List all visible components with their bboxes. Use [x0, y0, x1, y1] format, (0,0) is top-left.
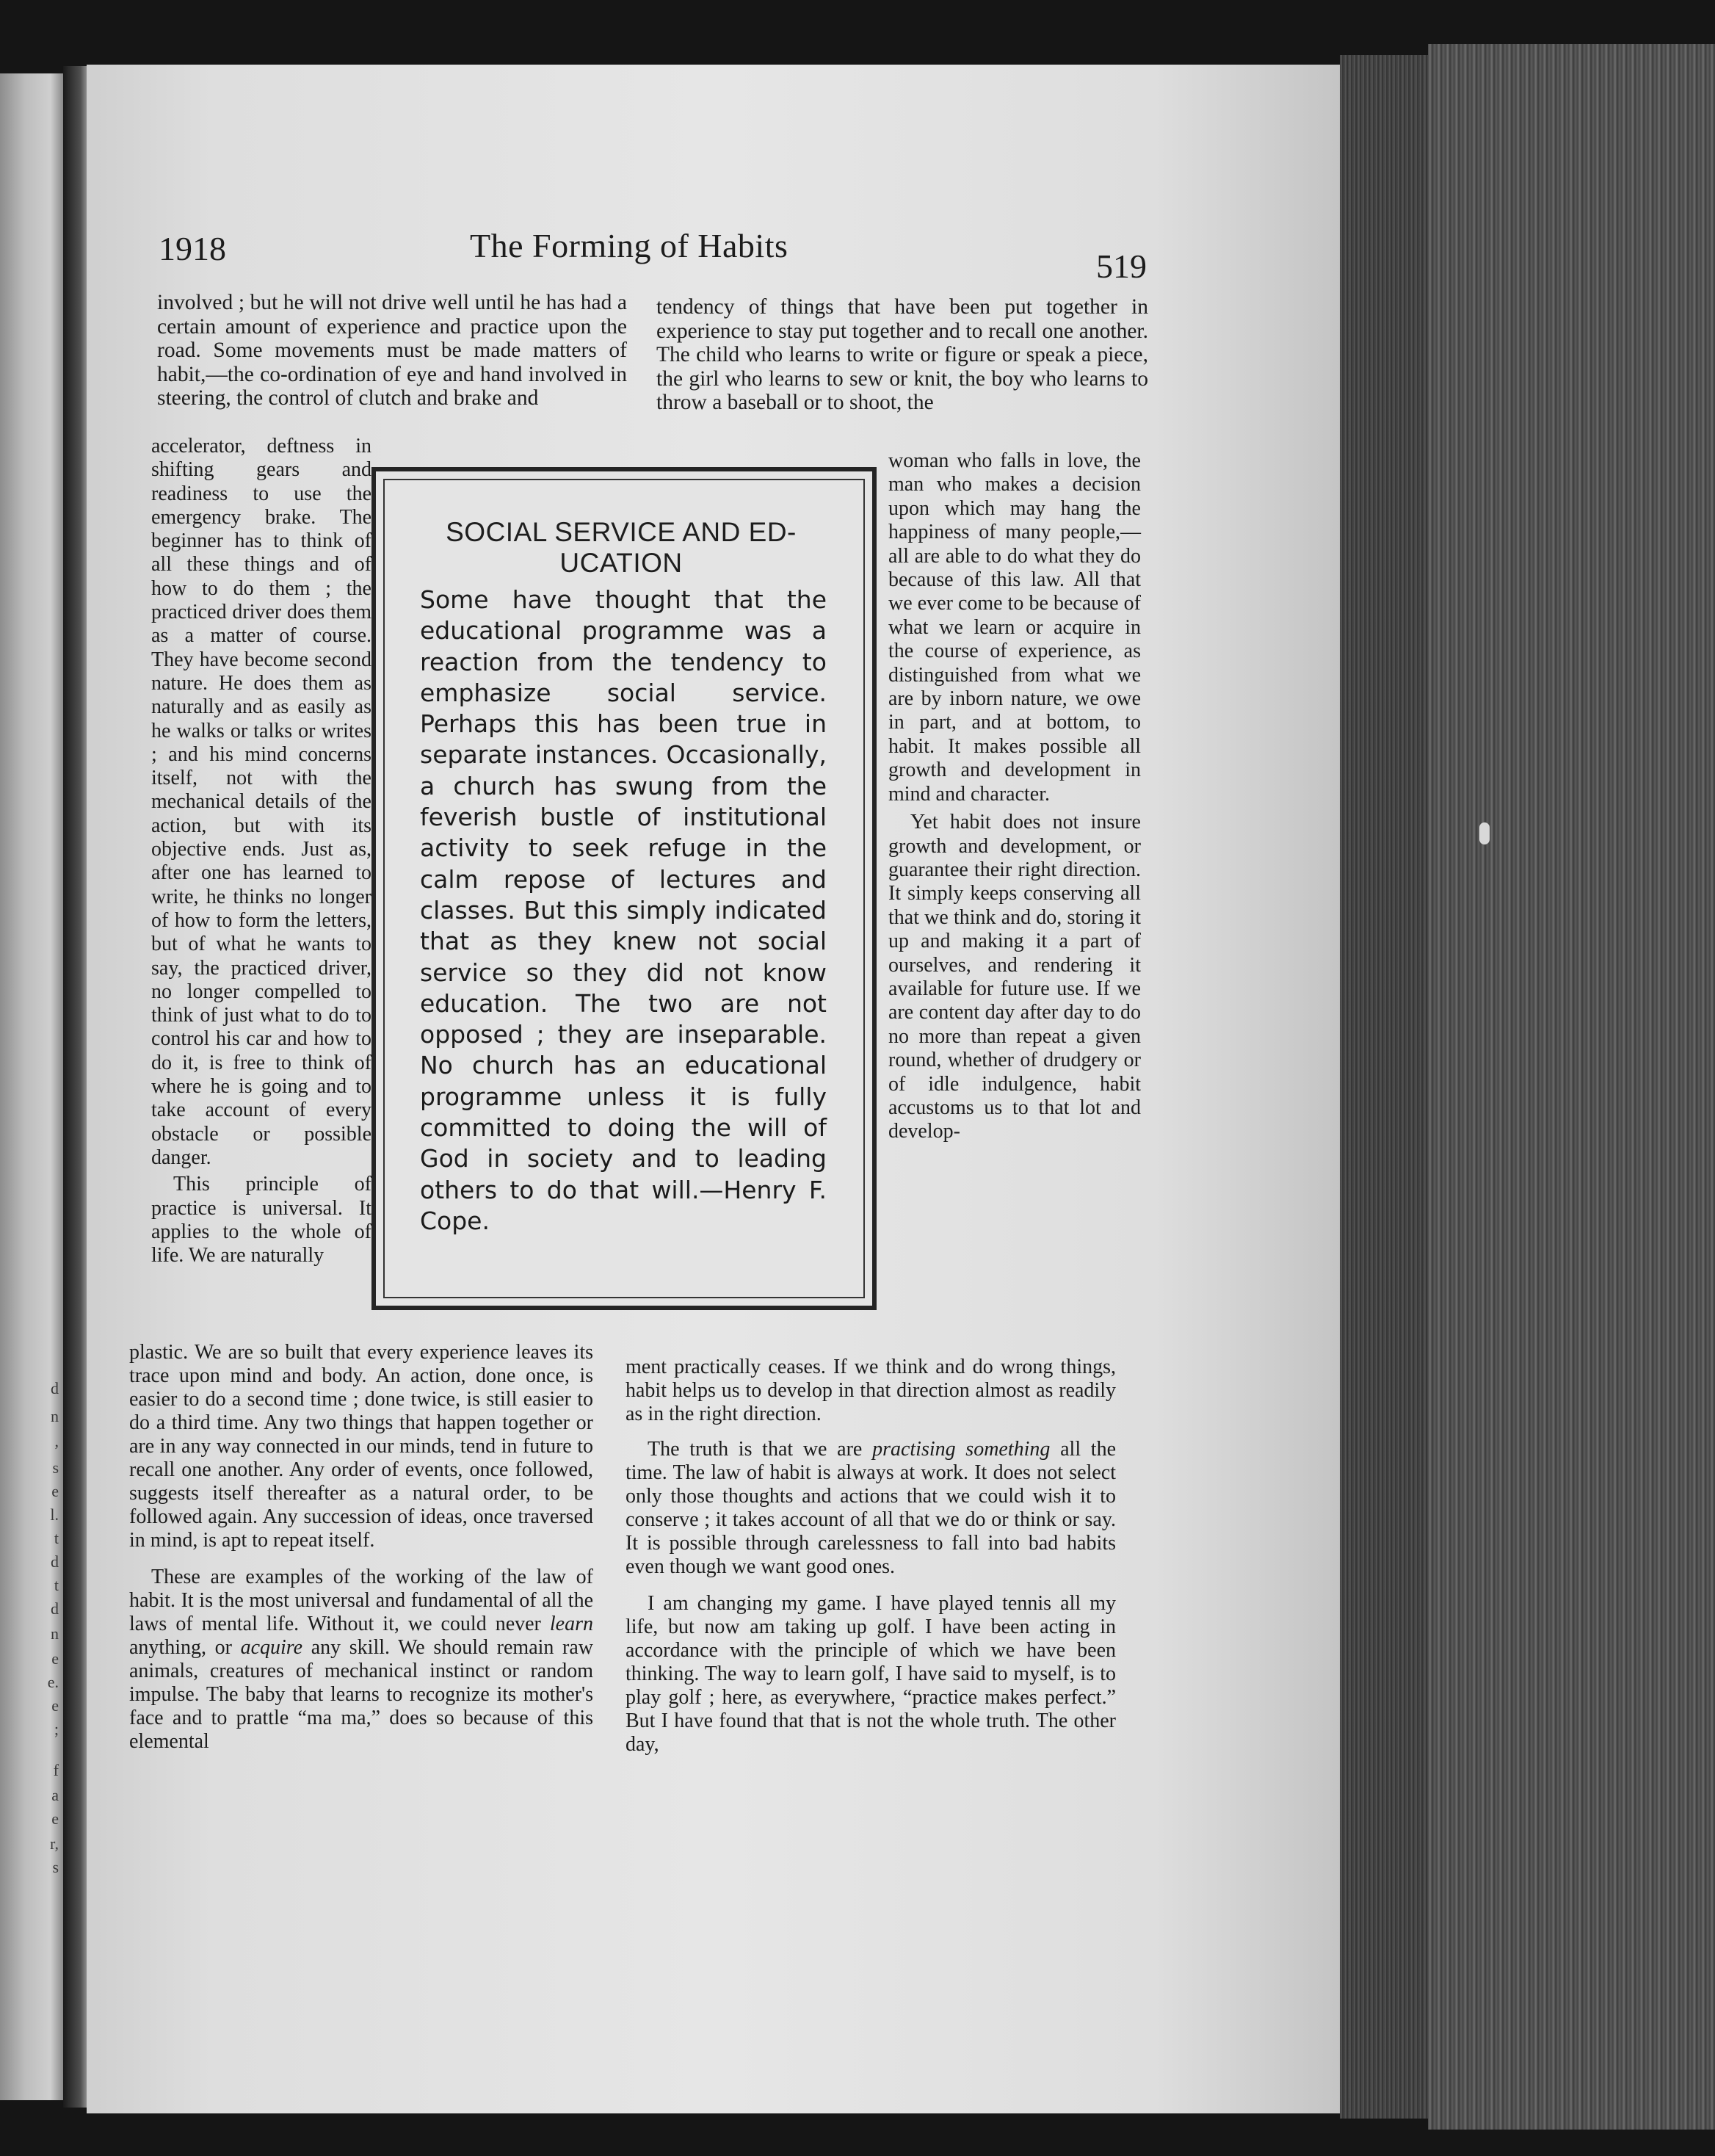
margin-fragment: n [51, 1407, 59, 1425]
margin-fragment: n [51, 1624, 59, 1643]
italic-word: learn [549, 1613, 593, 1635]
text-run: The truth is that we are [648, 1438, 873, 1461]
paragraph: ment practically ceases. If we think and do wrong things, habit helps us to develop in that direction almost as readily as in the right direction. [626, 1356, 1116, 1425]
margin-fragment: s [52, 1458, 59, 1477]
text-run: all the time. The law of habit is always at work. It does not select only those thoughts and actions that we could wish it to conserve ; it takes account of all that we do or think or say. It is possible through carelessness to fall into bad habits even though we want good ones. [626, 1438, 1116, 1578]
margin-fragment: , [54, 1432, 59, 1450]
right-column-bottom [626, 1356, 1116, 1757]
margin-fragment: d [51, 1379, 59, 1397]
paragraph: woman who falls in love, the man who makes a decision upon which may hang the happiness of many people,—all are able to do what they do because of this law. All that we ever come to be because of what we learn or acquire in the course of experience, as distinguished from what we are by inborn nature, we owe in part, and at bottom, to habit. It makes possible all growth and development in mind and character. [888, 449, 1141, 806]
left-column-bottom [129, 1341, 593, 1754]
margin-fragment: e [51, 1809, 59, 1828]
margin-fragment: ; [54, 1720, 59, 1738]
margin-fragment: t [54, 1576, 59, 1594]
margin-fragment: a [51, 1786, 59, 1804]
paragraph: plastic. We are so built that every experience leaves its trace upon mind and body. An action, done once, is easier to do a second time ; done twice, is still easier to do a third time. Any two things that happen together or are in any way connected in our minds, tend in future to recall one another. Any order of events, once followed, suggests itself thereafter as a natural order, to be followed again. Any succession of ideas, once traversed in mind, is apt to repeat itself. [129, 1341, 593, 1552]
margin-fragment: e [51, 1649, 59, 1668]
italic-phrase: practising something [872, 1438, 1051, 1461]
paragraph: tendency of things that have been put together in experience to stay put together and to recall one another. The child who learns to write or figure or speak a piece, the girl who learns to sew or knit, the boy who learns to throw a baseball or to shoot, the [656, 295, 1148, 414]
header-year: 1918 [159, 230, 226, 267]
italic-word: acquire [240, 1636, 303, 1659]
margin-fragment: f [53, 1761, 59, 1779]
margin-fragment: d [51, 1599, 59, 1618]
text-run: anything, or [129, 1636, 241, 1659]
margin-fragment: d [51, 1552, 59, 1571]
margin-fragment: e [51, 1482, 59, 1500]
running-title: The Forming of Habits [470, 227, 788, 264]
left-column-narrow [151, 435, 371, 1267]
page-number: 519 [1096, 247, 1147, 285]
paragraph [626, 1438, 1116, 1579]
page-stack-block [1428, 44, 1715, 2130]
box-body: Some have thought that the educational programme was a reaction from the tendency to emphasize social service. Perhaps this has been true in separate instances. Occasionally, a church has swung from the feverish bustle of institutional activity to seek refuge in the calm repose of lectures and classes. But this simply indicated that as they knew not social service so they did not know education. The two are not opposed ; they are inseparable. No church has an educational programme unless it is fully committed to doing the will of God in society and to leading others to do that will.—Henry F. Cope. [420, 585, 827, 1235]
sidebar-box [371, 467, 877, 1310]
text-run: any skill. We should remain raw animals, creatures of mechanical instinct or random impulse. The baby that learns to recognize its mother's face and to prattle “ma ma,” does so because of this elemental [129, 1636, 594, 1753]
right-column-narrow [888, 449, 1141, 1144]
paragraph: involved ; but he will not drive well until he has had a certain amount of experience and practice upon the road. Some movements must be made matters of habit,—the co-ordination of eye and hand involved in steering, the control of clutch and brake and [157, 291, 627, 410]
paragraph [129, 1566, 593, 1754]
box-title: SOCIAL SERVICE AND ED-UCATION [446, 517, 797, 578]
right-column-top [656, 295, 1148, 415]
paragraph: This principle of practice is universal. It applies to the whole of life. We are naturally [151, 1173, 371, 1267]
margin-fragment: e [51, 1696, 59, 1715]
margin-fragment: t [54, 1529, 59, 1547]
left-column-top [157, 291, 627, 410]
margin-fragment: r, [50, 1834, 59, 1853]
paper-fleck [1479, 822, 1490, 844]
page-stack-edge [1340, 55, 1428, 2119]
adjacent-page-edge [0, 73, 63, 2100]
paragraph: Yet habit does not insure growth and development, or guarantee their right direction. It simply keeps conserving all that we think and do, storing it up and making it a part of ourselves, and rendering it available for future use. If we are content day after day to do no more than repeat a given round, whether of drudgery or of idle indulgence, habit accustoms us to that lot and develop- [888, 811, 1141, 1143]
margin-fragment: l. [50, 1505, 59, 1524]
paragraph: accelerator, deftness in shifting gears and readiness to use the emergency brake. The beginner has to think of all these things and of how to do them ; the practiced driver does them as a matter of course. They have become second nature. He does them as naturally and as easily as he walks or talks or writes ; and his mind concerns itself, not with the mechanical details of the action, but with its objective ends. Just as, after one has learned to write, he thinks no longer of how to form the letters, but of what he wants to say, the practiced driver, no longer compelled to think of just what to do to control his car and how to do it, is free to think of where he is going and to take account of every obstacle or possible danger. [151, 435, 371, 1169]
paragraph: I am changing my game. I have played tennis all my life, but now am taking up golf. I have been acting in accordance with the principle of which we have been thinking. The way to learn golf, I have said to myself, is to play golf ; here, as everywhere, “practice makes perfect.” But I have found that that is not the whole truth. The other day, [626, 1592, 1116, 1756]
book-gutter [63, 66, 88, 2108]
margin-fragment: e. [47, 1673, 59, 1691]
margin-fragment: s [52, 1858, 59, 1876]
text-run: These are examples of the working of the law of habit. It is the most universal and fundamental of all the laws of mental life. Without it, we could never [129, 1566, 593, 1635]
